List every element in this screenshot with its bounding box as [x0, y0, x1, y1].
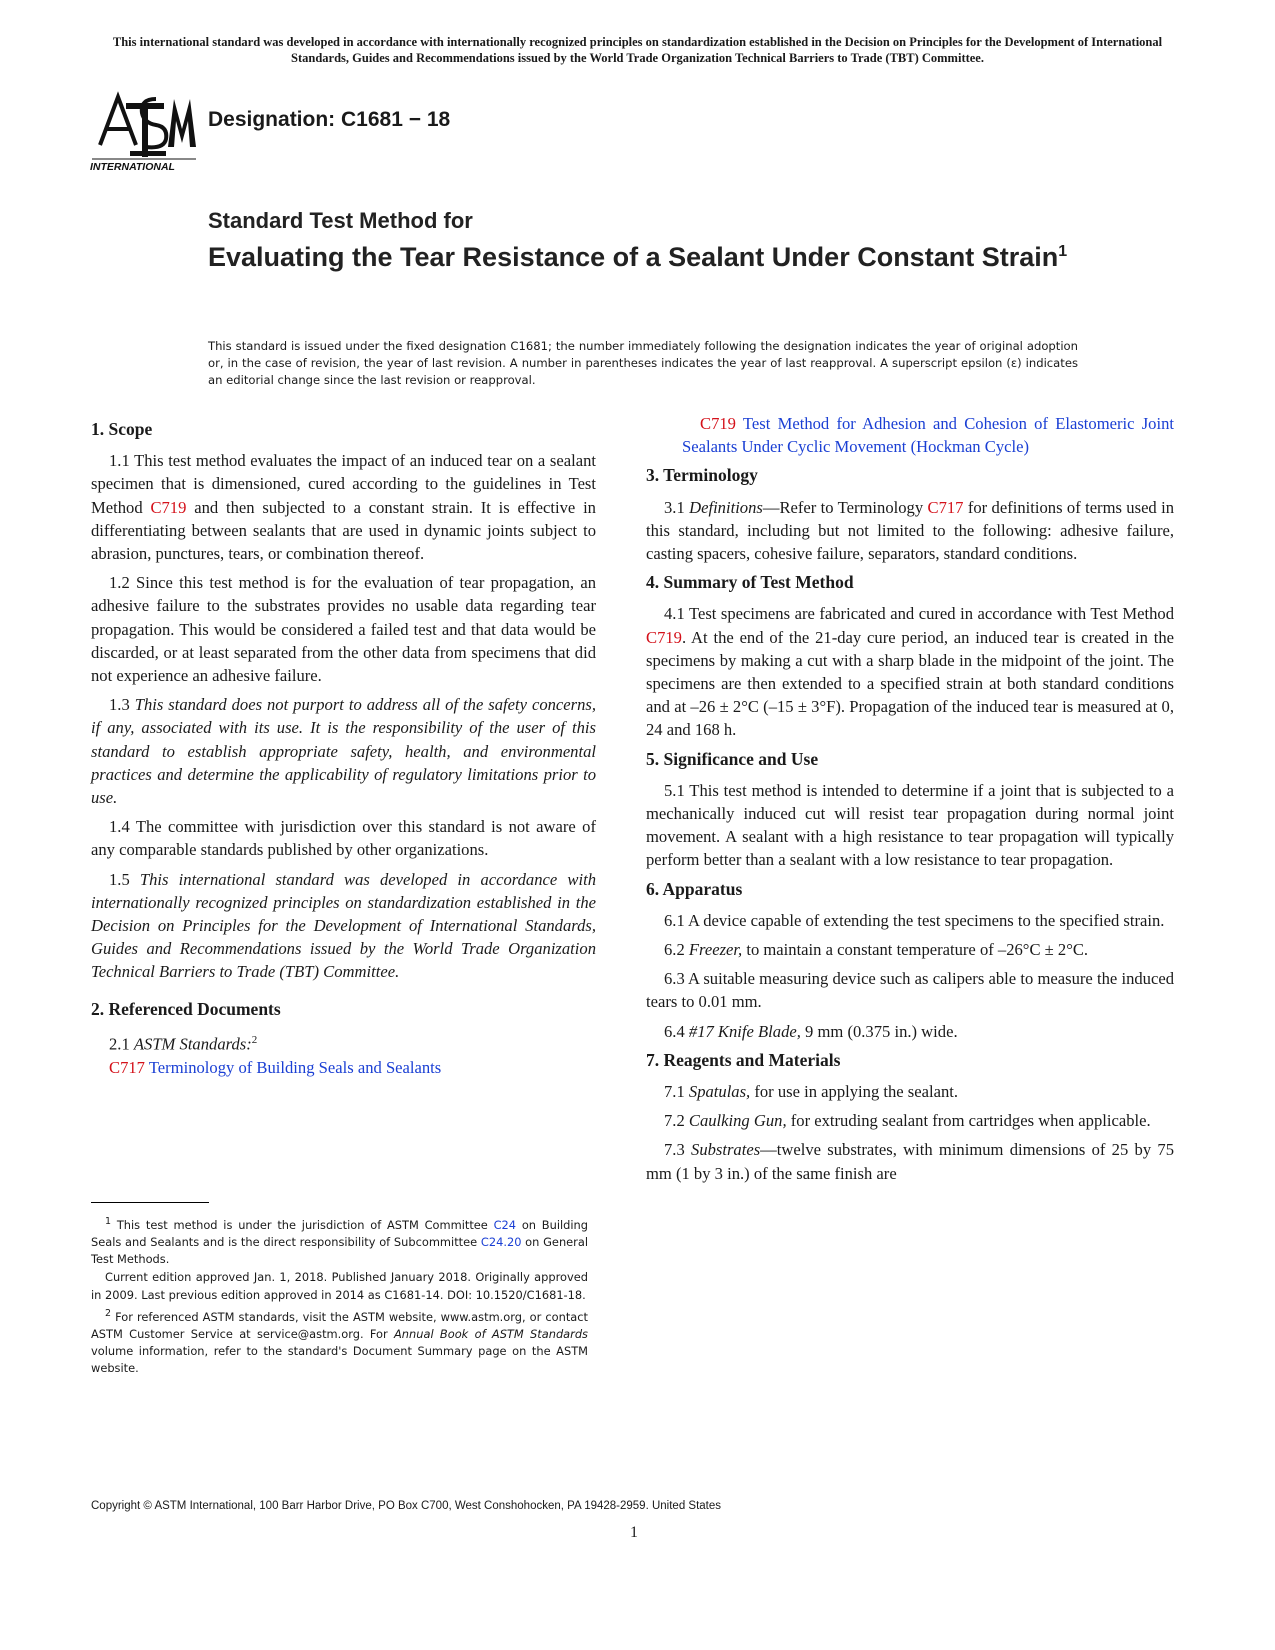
paragraph-7-2: 7.2 Caulking Gun, for extruding sealant from cartridges when applicable.: [664, 1111, 1151, 1131]
paragraph-1-5: 1.5 This international standard was developed in accordance with internationally recognized principles on standardization established in the Decision on Principles for the Development of International Standards, Guides and Recommendations issued by the World Trade Organization Technical Barriers to Trade (TBT) Committee.: [91, 869, 597, 982]
title-footnote-mark: 1: [1058, 243, 1068, 260]
copyright-line: Copyright © ASTM International, 100 Barr Harbor Drive, PO Box C700, West Conshohocken, PA 19428-2959. United States: [91, 1500, 722, 1512]
reference-c719: [664, 412, 1174, 458]
paragraph-7-3: 7.3 Substrates—twelve substrates, with minimum dimensions of 25 by 75 mm (1 by 3 in.) of the same finish are: [646, 1140, 1174, 1183]
designation: Designation: C1681 − 18: [208, 108, 451, 131]
footnote-2: $^2$ For referenced ASTM standards, visit the ASTM website, www.astm.org, or contact ASTM Customer Service at service@astm.org. For Annual Book of ASTM Standards volume information, refer to the standard's Document Summary page on the ASTM website.: [91, 1307, 588, 1376]
section-heading-summary: 4. Summary of Test Method: [646, 572, 854, 593]
title-line-1: Standard Test Method for: [208, 208, 473, 233]
issuance-note: This standard is issued under the fixed designation C1681; the number immediately following the designation indicates the year of original adoption or, in the case of revision, the year of last revision. A number in parentheses indicates the year of last reapproval. A superscript epsilon (ε) indicates an editorial change since the last revision or reapproval.: [208, 339, 1078, 387]
ref-title-c719[interactable]: Test Method for Adhesion and Cohesion of Elastomeric Joint Sealants Under Cyclic Movement (Hockman Cycle): [682, 414, 1174, 457]
reference-c717: [109, 1056, 596, 1079]
subcommittee-link-c24-20[interactable]: C24.20: [480, 1235, 522, 1249]
paragraph-1-2: 1.2 Since this test method is for the evaluation of tear propagation, an adhesive failure to the substrates provides no usable data regarding tear propagation. This would be considered a failed test and that data would be discarded, or at least separated from the other data from specimens that did not experience an adhesive failure.: [91, 573, 596, 686]
committee-link-c24[interactable]: C24: [493, 1217, 517, 1232]
paragraph-6-1: 6.1 A device capable of extending the test specimens to the specified strain.: [664, 910, 1165, 930]
footnote-1: $^1$ This test method is under the jurisdiction of ASTM Committee C24 on Building Seals and Sealants and is the direct responsibility of Subcommittee C24.20 on General Test Methods.: [91, 1216, 589, 1267]
footnote-current-edition: Current edition approved Jan. 1, 2018. Published January 2018. Originally approved in 2009. Last previous edition approved in 2014 as C1681-14. DOI: 10.1520/C1681-18.: [91, 1270, 588, 1302]
astm-logo: [90, 85, 200, 177]
svg-text:INTERNATIONAL: INTERNATIONAL: [90, 161, 175, 173]
section-heading-apparatus: 6. Apparatus: [646, 878, 743, 899]
ref-link-c717[interactable]: C717: [927, 497, 964, 517]
section-heading-scope: 1. Scope: [91, 419, 153, 439]
ref-code-c719[interactable]: C719: [700, 414, 736, 433]
paragraph-6-4: 6.4 #17 Knife Blade, 9 mm (0.375 in.) wide.: [664, 1021, 958, 1041]
paragraph-7-1: 7.1 Spatulas, for use in applying the sealant.: [664, 1082, 959, 1102]
paragraph-1-4: 1.4 The committee with jurisdiction over this standard is not aware of any comparable standards published by other organizations.: [91, 817, 596, 860]
tbt-notice: This international standard was developed in accordance with internationally recognized principles on standardization established in the Decision on Principles for the Development of International Standards, Guides and Recommendations issued by the World Trade Organization Technical Barriers to Trade (TBT) Committee.: [112, 35, 1163, 65]
paragraph-4-1: 4.1 Test specimens are fabricated and cured in accordance with Test Method C719. At the end of the 21-day cure period, an induced tear is created in the specimens by making a cut with a sharp blade in the midpoint of the joint. The specimens are then extended to a specified strain at both standard conditions and at –26 ± 2°C (–15 ± 3°F). Propagation of the induced tear is measured at 0, 24 and 168 h.: [646, 604, 1174, 740]
title-line-2: Evaluating the Tear Resistance of a Sealant Under Constant Strain: [208, 242, 1059, 272]
document-title: [208, 207, 1088, 274]
paragraph-6-2: 6.2 Freezer, to maintain a constant temperature of –26°C ± 2°C.: [664, 940, 1089, 960]
footnote-divider: [91, 1202, 209, 1203]
paragraph-1-3: 1.3 This standard does not purport to address all of the safety concerns, if any, associated with its use. It is the responsibility of the user of this standard to establish appropriate safety, health, and environmental practices and determine the applicability of regulatory limitations prior to use.: [91, 695, 597, 808]
left-column: [91, 412, 596, 1085]
paragraph-2-1: 2.1 ASTM Standards:$^2$: [109, 1033, 258, 1054]
section-heading-terminology: 3. Terminology: [646, 465, 758, 486]
section-heading-reagents: 7. Reagents and Materials: [646, 1049, 841, 1070]
ref-link-c719-summary[interactable]: C719: [646, 627, 682, 647]
paragraph-3-1: 3.1 Definitions—Refer to Terminology C717 for definitions of terms used in this standard, including but not limited to the following: adhesive failure, casting spacers, cohesive failure, separators, standard conditions.: [646, 497, 1175, 564]
page-number: 1: [630, 1524, 638, 1541]
paragraph-1-1: 1.1 This test method evaluates the impact of an induced tear on a sealant specimen that is dimensioned, cured according to the guidelines in Test Method C719 and then subjected to a constant strain. It is effective in differentiating between sealants that are used in dynamic joints subject to abrasion, punctures, tears, or combination thereof.: [91, 451, 596, 564]
section-heading-significance: 5. Significance and Use: [646, 748, 819, 769]
ref-code-c717[interactable]: C717: [109, 1057, 145, 1077]
ref-link-c719[interactable]: C719: [150, 497, 187, 517]
paragraph-5-1: 5.1 This test method is intended to determine if a joint that is subjected to a mechanically induced cut will resist tear propagation during normal joint movement. A sealant with a high resistance to tear propagation will typically perform better than a sealant with a low resistance to tear propagation.: [646, 780, 1174, 870]
section-heading-referenced-documents: 2. Referenced Documents: [91, 998, 281, 1019]
ref-title-c717[interactable]: Terminology of Building Seals and Sealants: [148, 1057, 442, 1077]
footnotes: [91, 1213, 588, 1378]
paragraph-6-3: 6.3 A suitable measuring device such as calipers able to measure the induced tears to 0.01 mm.: [646, 969, 1174, 1012]
right-column: [646, 412, 1174, 1191]
